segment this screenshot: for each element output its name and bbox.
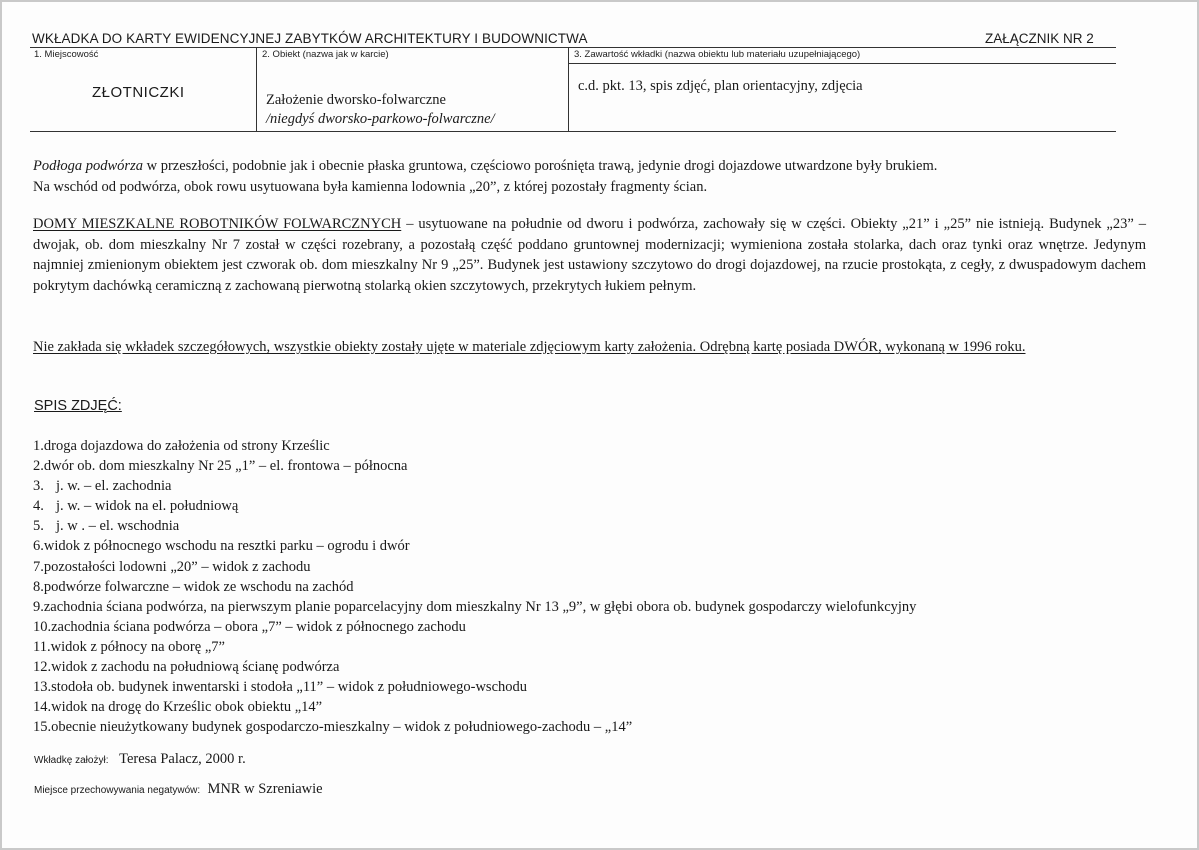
photo-number: 15. [33, 719, 52, 736]
document-title: WKŁADKA DO KARTY EWIDENCYJNEJ ZABYTKÓW ARCHITEKTURY I BUDOWNICTWA [32, 31, 588, 46]
form-bottom-rule [30, 131, 1116, 132]
photo-caption: pozostałości lodowni „20” – widok z zachodu [43, 558, 311, 575]
storage-label: Miejsce przechowywania negatywów: [34, 785, 201, 796]
footer-storage [34, 781, 323, 798]
object-former-name: /niegdyś dworsko-parkowo-folwarczne/ [266, 111, 495, 127]
photo-item [33, 436, 916, 456]
place-label: 1. Miejscowość [34, 49, 99, 60]
place-value: ZŁOTNICZKI [92, 84, 185, 101]
photo-caption: j. w . – el. wschodnia [56, 518, 180, 535]
photo-caption: j. w. – el. zachodnia [56, 478, 172, 495]
photo-item [33, 476, 916, 496]
header-rule [30, 47, 1116, 48]
photo-caption: j. w. – widok na el. południową [56, 498, 239, 515]
photo-number: 7. [33, 558, 44, 575]
photo-caption: stodoła ob. budynek inwentarski i stodoła „11” – widok z południowego-wschodu [51, 679, 527, 696]
photo-number: 2. [33, 458, 44, 475]
author-value: Teresa Palacz, 2000 r. [119, 751, 246, 767]
photo-item [33, 697, 916, 717]
workers-houses-heading: DOMY MIESZKALNE ROBOTNIKÓW FOLWARCZNYCH [33, 216, 402, 232]
photo-number: 14. [33, 699, 52, 716]
photo-number: 12. [33, 659, 52, 676]
photo-caption: widok z północy na oborę „7” [50, 638, 225, 655]
form-label-rule [568, 63, 1116, 64]
photo-list-heading: SPIS ZDJĘĆ: [34, 398, 122, 414]
workers-houses-text: – usytuowane na południe od dworu i podwórza, zachowały się w części. Obiekty „21” i „25” nie istnieją. Budynek „23” – dwojak, ob. dom mieszkalny Nr 7 został w części rozebrany, a pozostałą część poddano gruntownej modernizacji; wymieniona została stolarka, dach oraz tynki oraz wnętrze. Jedynym najmniej zmienionym obiektem jest czworak ob. dom mieszkalny Nr 9 „25”. Budynek jest ustawiony szczytowo do drogi dojazdowej, na rzucie prostokąta, z cegły, z dwuspadowym dachem pokrytym dachówką ceramiczną z zachowaną pierwotną stolarką okien szczytowych, przekrytych łukiem pełnym. [33, 216, 1146, 295]
photo-item [33, 637, 916, 657]
author-label: Wkładkę założył: [34, 755, 109, 766]
photo-item [33, 577, 916, 597]
content-value: c.d. pkt. 13, spis zdjęć, plan orientacyjny, zdjęcia [578, 78, 863, 94]
paragraph-courtyard [33, 156, 1146, 197]
photo-number: 4. [33, 498, 44, 515]
photo-item [33, 597, 916, 617]
annex-number: ZAŁĄCZNIK NR 2 [985, 31, 1094, 46]
footer-author [34, 751, 246, 768]
photo-number: 10. [33, 618, 52, 635]
photo-caption: podwórze folwarczne – widok ze wschodu na zachód [43, 578, 354, 595]
form-divider-2 [568, 47, 569, 132]
photo-list [33, 436, 916, 737]
paragraph-workers-houses [33, 214, 1146, 297]
photo-number: 8. [33, 578, 44, 595]
courtyard-text: w przeszłości, podobnie jak i obecnie płaska gruntowa, częściowo porośnięta trawą, jedynie drogi dojazdowe utwardzone były brukiem. [142, 158, 938, 174]
photo-number: 5. [33, 518, 44, 535]
photo-item [33, 536, 916, 556]
photo-number: 1. [33, 438, 44, 454]
photo-number: 9. [33, 598, 44, 615]
photo-item [33, 717, 916, 737]
photo-caption: droga dojazdowa do założenia od strony Krześlic [43, 438, 330, 454]
photo-caption: zachodnia ściana podwórza, na pierwszym planie poparcelacyjny dom mieszkalny Nr 13 „9”, w głębi obora ob. budynek gospodarczy wielofunkcyjny [43, 598, 917, 615]
photo-item [33, 617, 916, 637]
photo-caption: widok z zachodu na południową ścianę podwórza [51, 659, 340, 676]
photo-caption: widok z północnego wschodu na resztki parku – ogrodu i dwór [43, 538, 410, 555]
photo-item [33, 677, 916, 697]
photo-item [33, 516, 916, 536]
storage-value: MNR w Szreniawie [207, 781, 323, 797]
content-label: 3. Zawartość wkładki (nazwa obiektu lub materiału uzupełniającego) [574, 49, 861, 60]
photo-caption: widok na drogę do Krześlic obok obiektu „14” [51, 699, 323, 716]
photo-caption: zachodnia ściana podwórza – obora „7” – widok z północnego zachodu [51, 618, 466, 635]
photo-number: 11. [33, 638, 51, 655]
paragraph-note: Nie zakłada się wkładek szczegółowych, wszystkie obiekty zostały ujęte w materiale zdjęciowym karty założenia. Odrębną kartę posiada DWÓR, wykonaną w 1996 roku. [33, 339, 1026, 355]
icehouse-text: Na wschód od podwórza, obok rowu usytuowana była kamienna lodownia „20”, z której pozostały fragmenty ścian. [33, 178, 708, 195]
photo-number: 13. [33, 679, 52, 696]
courtyard-lead: Podłoga podwórza [33, 158, 143, 174]
form-divider-1 [256, 47, 257, 132]
photo-item [33, 456, 916, 476]
photo-caption: dwór ob. dom mieszkalny Nr 25 „1” – el. frontowa – północna [43, 458, 408, 475]
photo-item [33, 657, 916, 677]
photo-caption: obecnie nieużytkowany budynek gospodarczo-mieszkalny – widok z południowego-zachodu – „14” [51, 719, 633, 736]
photo-item [33, 496, 916, 516]
photo-item [33, 557, 916, 577]
object-label: 2. Obiekt (nazwa jak w karcie) [262, 49, 389, 60]
photo-number: 3. [33, 478, 44, 495]
object-value: Założenie dworsko-folwarczne [266, 92, 446, 108]
photo-number: 6. [33, 538, 44, 555]
